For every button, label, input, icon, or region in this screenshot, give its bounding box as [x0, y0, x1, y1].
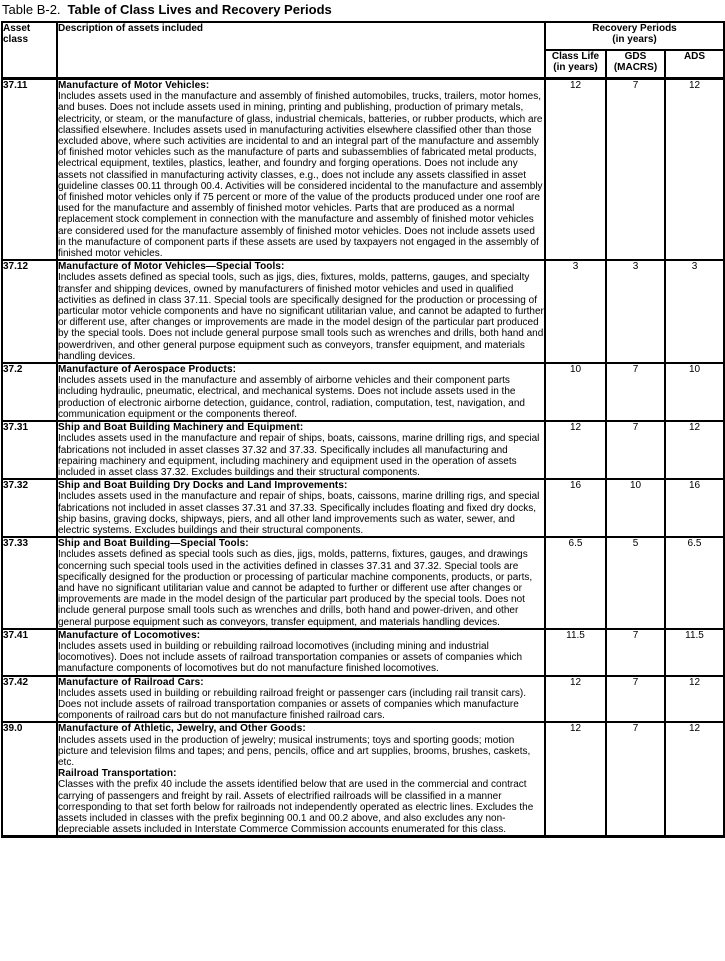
header-row-top — [2, 22, 724, 50]
section-heading: Manufacture of Motor Vehicles—Special Tools: — [58, 261, 285, 273]
description-cell — [57, 722, 545, 837]
section-body: Includes assets defined as special tools, such as jigs, dies, fixtures, molds, patterns, gauges, and specialty transfer and shipping devices, owned by manufacturers of finished motor vehicles and used in qualified activities as defined in class 37.11. Special tools are specifically designed for the production or processing of particular motor vehicle components and have no significant utilitarian value, and cannot be adapted to further or different use, after changes or improvements are made in the model design of the particular part produced by the special tools. Does not include general purpose small tools such as wrenches and drills, both hand and powerdriven, and other general purpose equipment such as conveyors, transfer equipment, and materials handling devices. — [58, 272, 544, 362]
header-class-life — [545, 50, 606, 79]
section-body: Includes assets defined as special tools such as dies, jigs, molds, patterns, fixtures, gauges, and drawings concerning such special tools used in the activities defined in classes 37.31 and 37.32. Special tools are specifically designed for the production or processing of particular machine components, products, or parts, and have no significant utilitarian value and cannot be adapted to further or different use after changes or improvements are made in the model design of the particular part produced by the special tools. Does not include general purpose small tools such as wrenches and drills, both hand and power-driven, and other general purpose equipment such as conveyors, transfer equipment, and materials handling devices. — [58, 549, 533, 628]
asset-class-cell: 37.12 — [2, 260, 57, 363]
header-gds — [606, 50, 665, 79]
section-heading: Manufacture of Motor Vehicles: — [58, 80, 210, 91]
class-life-cell: 16 — [545, 479, 606, 537]
section-body: Includes assets used in building or rebuilding railroad locomotives (including mining and industrial locomotives). Does not include assets of railroad transportation companies or assets of companies which manufacture components of locomotives but do not manufacture finished locomotives. — [58, 640, 523, 675]
header-description: Description of assets included — [57, 22, 545, 79]
section-body: Includes assets used in the manufacture and repair of ships, boats, caissons, marine drilling rigs, and special fabrications not included in asset classes 37.31 and 37.33. Specifically includes floating and fixed dry docks, ship basins, graving docks, shipways, piers, and all other land improvements such as water, sewer, and electric systems. Excludes buildings and their structural components. — [58, 491, 540, 536]
gds-cell: 7 — [606, 676, 665, 723]
ads-cell: 6.5 — [665, 537, 724, 629]
section-heading: Railroad Transportation: — [58, 768, 177, 780]
gds-cell: 7 — [606, 363, 665, 421]
table-row — [2, 260, 724, 363]
description-cell — [57, 260, 545, 363]
asset-class-cell: 37.31 — [2, 421, 57, 479]
table-row — [2, 537, 724, 629]
table-body — [2, 79, 724, 837]
table-number-label: Table B-2. — [2, 2, 61, 17]
ads-cell: 12 — [665, 722, 724, 837]
class-life-cell: 6.5 — [545, 537, 606, 629]
section-body: Includes assets used in the manufacture and assembly of airborne vehicles and their component parts including hydraulic, pneumatic, electrical, and mechanical systems. Does not include assets used in the production of electronic airborne detection, guidance, control, radiation, computation, test, navigation, and communication equipment or the components thereof. — [58, 375, 525, 420]
asset-class-cell: 37.41 — [2, 629, 57, 676]
ads-cell: 10 — [665, 363, 724, 421]
header-asset-class: Asset class — [2, 22, 57, 79]
gds-cell: 7 — [606, 79, 665, 261]
table-header — [2, 22, 724, 79]
table-row — [2, 421, 724, 479]
description-cell — [57, 537, 545, 629]
section-heading: Ship and Boat Building Machinery and Equipment: — [58, 422, 304, 434]
gds-cell: 7 — [606, 629, 665, 676]
ads-cell: 12 — [665, 421, 724, 479]
asset-class-cell: 37.33 — [2, 537, 57, 629]
ads-cell: 16 — [665, 479, 724, 537]
ads-cell: 12 — [665, 676, 724, 723]
description-cell — [57, 676, 545, 723]
description-cell — [57, 479, 545, 537]
asset-class-cell: 39.0 — [2, 722, 57, 837]
header-recovery-periods-line1: Recovery Periods — [592, 23, 677, 34]
class-life-cell: 12 — [545, 421, 606, 479]
section-heading: Ship and Boat Building Dry Docks and Land Improvements: — [58, 480, 348, 492]
gds-cell: 7 — [606, 421, 665, 479]
section-body: Includes assets used in building or rebuilding railroad freight or passenger cars (including rail transit cars). Does not include assets of railroad transportation companies or assets of companies which manufacture components of railroad cars but do not manufacture finished railroad cars. — [58, 687, 527, 722]
section-body: Includes assets used in the manufacture and assembly of finished automobiles, trucks, trailers, motor homes, and buses. Does not include assets used in mining, printing and publishing, production of primary metals, electricity, or steam, or the manufacture of glass, industrial chemicals, batteries, or rubber products, which are classified elsewhere. Includes assets used in manufacturing activities elsewhere classified other than those excluded above, where such activities are incidental to and an integral part of the manufacture and assembly of finished motor vehicles such as the manufacture of parts and subassemblies of fabricated metal products, electrical equipment, textiles, plastics, leather, and foundry and forging operations. Does not include any assets not classified in manufacturing activity classes, e.g., does not include any assets classified in asset guideline classes 00.11 through 00.4. Activities will be considered incidental to the manufacture and assembly of finished motor vehicles only if 75 percent or more of the value of the products produced under one roof are used for the manufacture and assembly of finished motor vehicles. Parts that are produced as a normal replacement stock complement in connection with the manufacture and assembly of finished motor vehicles are considered used for the manufacture assembly of finished motor vehicles. Does not include assets used in the manufacture of component parts if these assets are used by taxpayers not engaged in the assembly of finished motor vehicles. — [58, 91, 543, 260]
table-row — [2, 676, 724, 723]
asset-class-cell: 37.2 — [2, 363, 57, 421]
class-life-cell: 10 — [545, 363, 606, 421]
header-ads: ADS — [665, 50, 724, 79]
class-life-cell: 12 — [545, 722, 606, 837]
description-cell — [57, 363, 545, 421]
table-row — [2, 363, 724, 421]
gds-cell: 5 — [606, 537, 665, 629]
ads-cell: 12 — [665, 79, 724, 261]
header-gds-line1: GDS — [624, 51, 647, 62]
description-cell — [57, 79, 545, 261]
header-class-life-line2: (in years) — [553, 62, 598, 73]
class-life-cell: 12 — [545, 79, 606, 261]
description-cell — [57, 421, 545, 479]
asset-class-cell: 37.42 — [2, 676, 57, 723]
table-row — [2, 629, 724, 676]
gds-cell: 10 — [606, 479, 665, 537]
table-row — [2, 479, 724, 537]
header-gds-line2: (MACRS) — [613, 62, 658, 73]
asset-class-cell: 37.32 — [2, 479, 57, 537]
section-heading: Manufacture of Athletic, Jewelry, and Other Goods: — [58, 723, 306, 735]
table-row — [2, 79, 724, 261]
section-body: Includes assets used in the production of jewelry; musical instruments; toys and sporting goods; motion picture and television films and tapes; and pens, pencils, office and art supplies, brooms, brushes, caskets, etc. — [58, 734, 531, 768]
class-life-cell: 3 — [545, 260, 606, 363]
ads-cell: 3 — [665, 260, 724, 363]
header-recovery-periods-line2: (in years) — [612, 34, 657, 45]
page-title — [2, 2, 725, 18]
header-class-life-line1: Class Life — [551, 51, 600, 62]
class-lives-table — [1, 21, 725, 838]
asset-class-cell: 37.11 — [2, 79, 57, 261]
section-body: Classes with the prefix 40 include the assets identified below that are used in the commercial and contract carrying of passengers and freight by rail. Assets of electrified railroads will be classified in a manner corresponding to that set forth below for railroads not independently operated as electric lines. Excludes the assets included in classes with the prefix beginning 00.1 and 00.2 above, and also excludes any non-depreciable assets included in Interstate Commerce Commission accounts enumerated for this class. — [58, 779, 534, 836]
ads-cell: 11.5 — [665, 629, 724, 676]
table-row — [2, 722, 724, 837]
header-recovery-periods — [545, 22, 724, 50]
section-body: Includes assets used in the manufacture and repair of ships, boats, caissons, marine drilling rigs, and special fabrications not included in asset classes 37.32 and 37.33. Specifically includes all manufacturing and repairing machinery and equipment, including machinery and equipment used in the operation of assets included in asset class 37.32. Excludes buildings and their structural components. — [58, 433, 540, 478]
class-life-cell: 12 — [545, 676, 606, 723]
section-heading: Ship and Boat Building—Special Tools: — [58, 538, 249, 550]
section-heading: Manufacture of Aerospace Products: — [58, 364, 237, 376]
section-heading: Manufacture of Railroad Cars: — [58, 676, 204, 688]
description-cell — [57, 629, 545, 676]
section-heading: Manufacture of Locomotives: — [58, 629, 201, 641]
table-title-label: Table of Class Lives and Recovery Periods — [67, 2, 332, 17]
gds-cell: 3 — [606, 260, 665, 363]
gds-cell: 7 — [606, 722, 665, 837]
class-life-cell: 11.5 — [545, 629, 606, 676]
